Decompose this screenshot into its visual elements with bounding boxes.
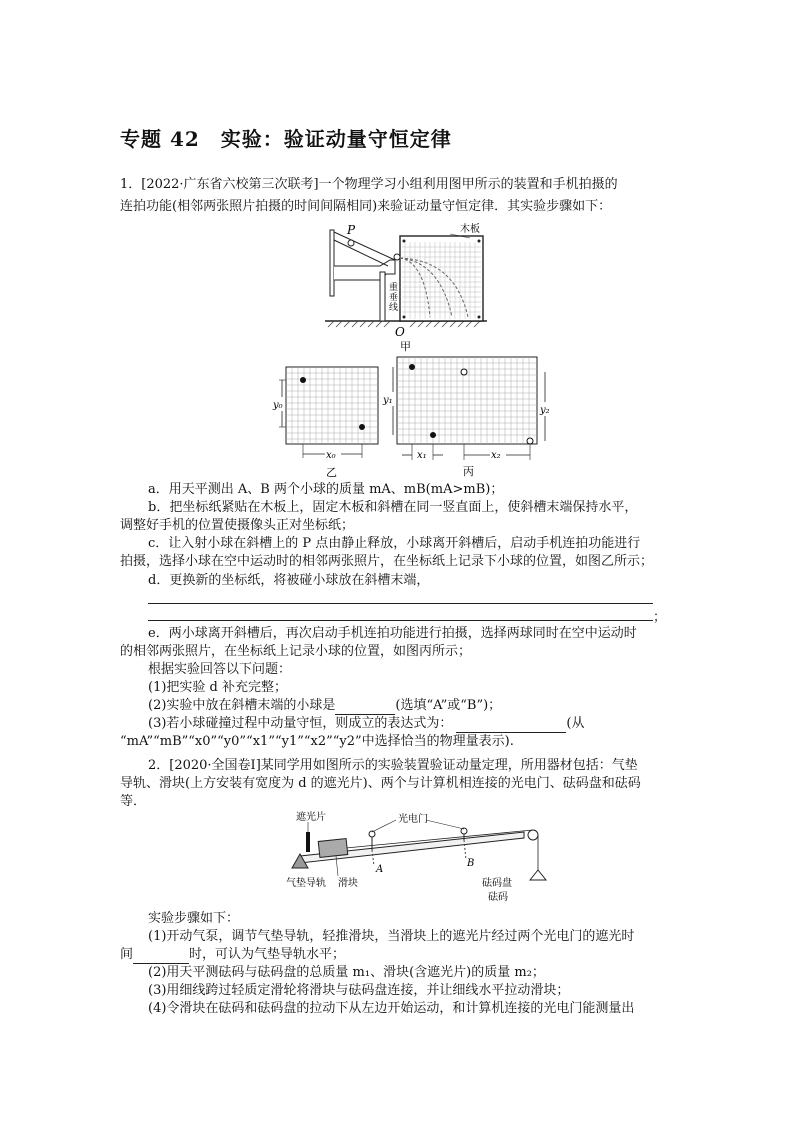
q2-step-1: [120, 946, 678, 964]
q2-step-2: (2)用天平测砝码与砝码盘的总质量 m₁、滑块(含遮光片)的质量 m₂；: [148, 965, 545, 980]
q1-text-line: 1．[2022·广东省六校第三次联考]一个物理学习小组利用图甲所示的装置和手机拍摄的: [120, 177, 618, 192]
answer-blank[interactable]: [335, 699, 395, 715]
label-P: P: [347, 223, 356, 237]
figure-yi: [270, 362, 395, 480]
label-gate: 光电门: [398, 814, 428, 825]
label-y0: y₀: [273, 400, 283, 411]
semicolon: ；: [653, 610, 667, 625]
q1-step-a: a．用天平测出 A、B 两个小球的质量 mA、mB(mA>mB)；: [148, 482, 504, 497]
q1-sub2-text: (选填“A”或“B”)；: [395, 698, 502, 713]
q1-step-c: 拍摄，选择小球在空中运动时的相邻两张照片，在坐标纸上记录下小球的位置，如图乙所示；: [120, 554, 654, 569]
q1-sub2: [148, 697, 678, 715]
q2-step-1-text: 时，可认为气垫导轨水平；: [189, 947, 346, 962]
q1-sub3-text: (3)若小球碰撞过程中动量守恒，则成立的表达式为：: [148, 716, 453, 731]
q1-step-e: 的相邻两张照片，在坐标纸上记录小球的位置，如图丙所示；: [120, 644, 472, 659]
label-A: A: [376, 864, 384, 875]
label-x1: x₁: [417, 450, 427, 461]
q1-step-c: c．让入射小球在斜槽上的 P 点由静止释放，小球离开斜槽后，启动手机连拍功能进行: [148, 536, 641, 551]
label-x0: x₀: [326, 450, 336, 461]
q1-sub2-text: (2)实验中放在斜槽末端的小球是: [148, 698, 336, 713]
label-y2: y₂: [540, 405, 550, 416]
q2-text-line: 导轨、滑块(上方安装有宽度为 d 的遮光片)、两个与计算机相连接的光电门、砝码盘和砝码: [120, 776, 641, 791]
q1-sub3: “mA”“mB”“x0”“y0”“x1”“y1”“x2”“y2”中选择恰当的物理量表示).: [120, 734, 514, 749]
q2-text-line: 等．: [120, 794, 147, 809]
label-plumb: 垂: [389, 293, 399, 303]
label-rail: 气垫导轨: [286, 878, 326, 889]
label-shade: 遮光片: [296, 812, 326, 823]
q1-sub3: [148, 715, 678, 733]
q1-text-line: 连拍功能(相邻两张照片拍摄的时间间隔相同)来验证动量守恒定律．其实验步骤如下：: [120, 199, 612, 214]
q1-step-b: 调整好手机的位置使摄像头正对坐标纸；: [120, 518, 355, 533]
q2-step-1-text: 间: [120, 947, 134, 962]
answer-blank[interactable]: [456, 717, 566, 733]
q2-text-line: 2．[2020·全国卷Ⅰ]某同学用如图所示的实验装置验证动量定理，所用器材包括：气垫: [148, 758, 638, 773]
label-plumb: 线: [389, 303, 399, 313]
q1-sub3-text: (从: [566, 716, 585, 731]
q2-step-4: (4)令滑块在砝码和砝码盘的拉动下从左边开始运动，和计算机连接的光电门能测量出: [148, 1001, 635, 1016]
figure-bing: [380, 354, 555, 480]
label-O: O: [395, 325, 405, 339]
q1-step-d: d．更换新的坐标纸，将被碰小球放在斜槽末端，: [148, 573, 430, 588]
page-title: 专题 42 实验：验证动量守恒定律: [120, 127, 452, 151]
label-slider: 滑块: [338, 878, 358, 889]
q1-step-b: b．把坐标纸紧贴在木板上，固定木板和斜槽在同一竖直面上，使斜槽末端保持水平，: [148, 500, 638, 515]
q1-ask: 根据实验回答以下问题：: [148, 662, 292, 677]
label-B: B: [467, 858, 475, 869]
label-y1: y₁: [383, 395, 393, 406]
caption-jia: 甲: [400, 340, 411, 352]
caption-bing: 丙: [463, 465, 474, 478]
q1-sub1: (1)把实验 d 补充完整；: [148, 680, 288, 695]
answer-blank[interactable]: [148, 620, 653, 621]
label-plumb: 重: [389, 283, 399, 293]
figure-q2: [286, 810, 551, 902]
q2-steps-title: 实验步骤如下：: [148, 911, 240, 926]
q1-step-e: e．两小球离开斜槽后，再次启动手机连拍功能进行拍摄，选择两球同时在空中运动时: [148, 626, 637, 641]
label-weights: 砝码: [488, 892, 508, 902]
figure-jia: [320, 222, 490, 352]
q2-step-3: (3)用细线跨过轻质定滑轮将滑块与砝码盘连接，并让细线水平拉动滑块；: [148, 983, 570, 998]
label-board: 木板: [460, 224, 480, 235]
answer-blank[interactable]: [133, 948, 189, 964]
label-pan: 砝码盘: [482, 878, 512, 889]
caption-yi: 乙: [326, 466, 337, 479]
answer-blank[interactable]: [148, 603, 653, 604]
label-x2: x₂: [491, 450, 501, 461]
q2-step-1: (1)开动气泵，调节气垫导轨，轻推滑块，当滑块上的遮光片经过两个光电门的遮光时: [148, 929, 635, 944]
